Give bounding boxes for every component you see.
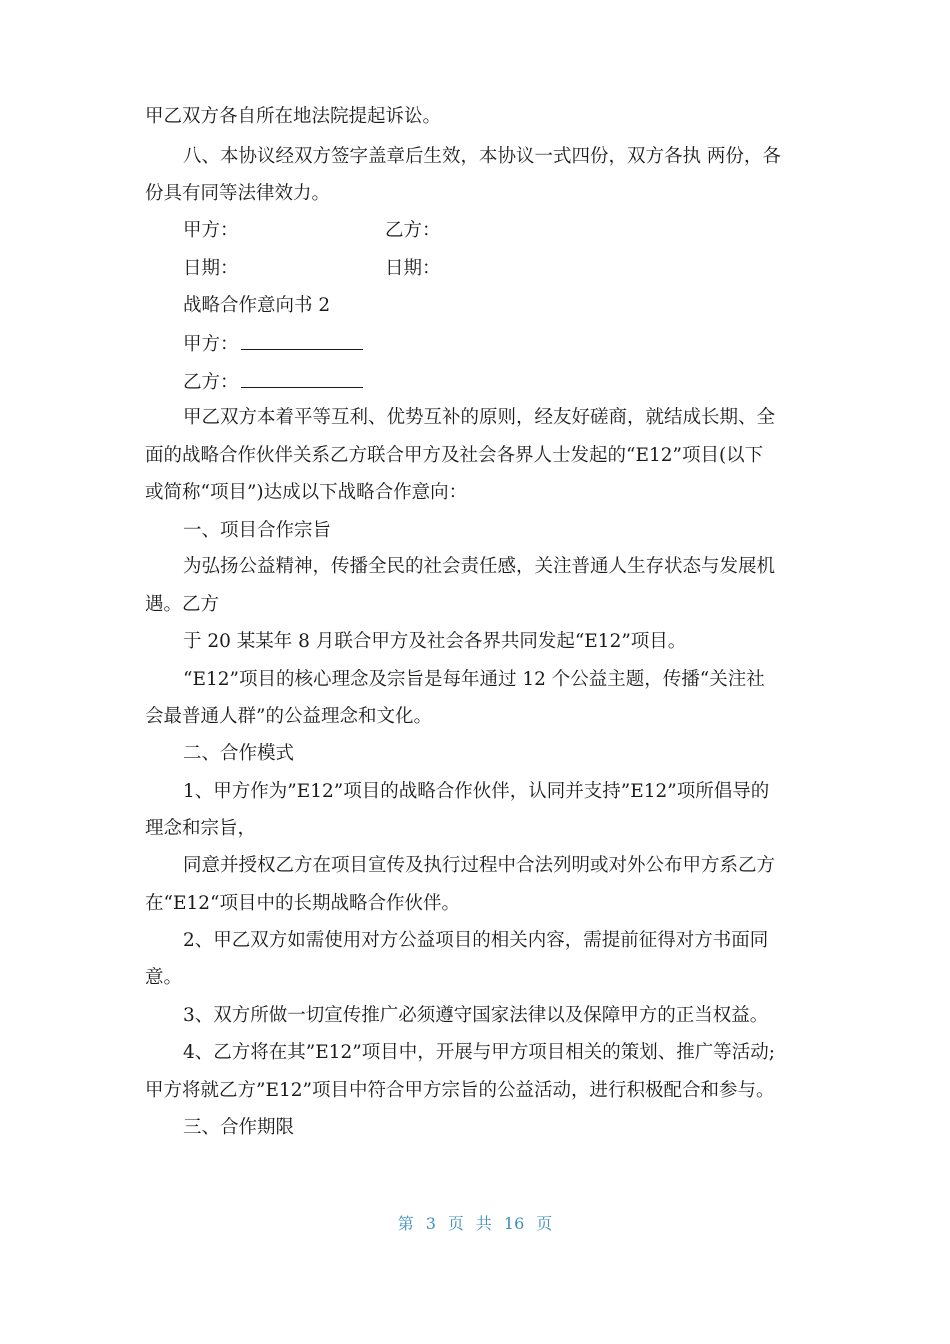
paragraph-line: 同意并授权乙方在项目宣传及执行过程中合法列明或对外公布甲方系乙方 bbox=[183, 855, 776, 876]
heading-line: 一、项目合作宗旨 bbox=[183, 520, 332, 541]
paragraph-line: 4、乙方将在其”E12”项目中，开展与甲方项目相关的策划、推广等活动; bbox=[183, 1042, 775, 1063]
footer-ye2: 页 bbox=[536, 1214, 553, 1233]
paragraph-line: “E12”项目的核心理念及宗旨是每年通过 12 个公益主题，传播“关注社 bbox=[183, 669, 765, 690]
paragraph-line: 份具有同等法律效力。 bbox=[145, 183, 331, 204]
party-a-field-label: 甲方： bbox=[183, 334, 239, 355]
paragraph-line: 甲方将就乙方”E12”项目中符合甲方宗旨的公益活动，进行积极配合和参与。 bbox=[145, 1080, 775, 1101]
party-b-field bbox=[183, 369, 363, 395]
heading-line: 三、合作期限 bbox=[183, 1117, 295, 1138]
paragraph-line: 会最普通人群”的公益理念和文化。 bbox=[145, 706, 432, 727]
paragraph-line: 甲乙双方各自所在地法院提起诉讼。 bbox=[145, 106, 442, 127]
paragraph-line: 1、甲方作为”E12”项目的战略合作伙伴，认同并支持”E12”项所倡导的 bbox=[183, 781, 770, 802]
paragraph-line: 意。 bbox=[145, 967, 183, 988]
party-a-field bbox=[183, 331, 363, 357]
total-pages: 16 bbox=[503, 1214, 525, 1233]
paragraph-line: 于 20 某某年 8 月联合甲方及社会各界共同发起“E12”项目。 bbox=[183, 631, 687, 652]
paragraph-line: 遇。乙方 bbox=[145, 594, 220, 615]
blank-line bbox=[241, 331, 363, 350]
party-b-label: 乙方： bbox=[385, 220, 441, 241]
party-a-label: 甲方： bbox=[183, 220, 239, 241]
paragraph-line: 为弘扬公益精神，传播全民的社会责任感，关注普通人生存状态与发展机 bbox=[183, 556, 776, 577]
paragraph-line: 或简称“项目”)达成以下战略合作意向： bbox=[145, 482, 468, 503]
footer-di: 第 bbox=[397, 1214, 414, 1233]
page-footer bbox=[0, 1211, 950, 1234]
date-b-label: 日期： bbox=[385, 258, 441, 279]
page-number: 3 bbox=[425, 1214, 436, 1233]
section-title: 战略合作意向书 2 bbox=[183, 295, 331, 316]
footer-ye: 页 bbox=[447, 1214, 464, 1233]
paragraph-line: 八、本协议经双方签字盖章后生效，本协议一式四份，双方各执 两份，各 bbox=[183, 146, 781, 167]
blank-line bbox=[241, 369, 363, 388]
paragraph-line: 3、双方所做一切宣传推广必须遵守国家法律以及保障甲方的正当权益。 bbox=[183, 1005, 769, 1026]
paragraph-line: 在“E12“项目中的长期战略合作伙伴。 bbox=[145, 893, 460, 914]
paragraph-line: 理念和宗旨， bbox=[145, 818, 257, 839]
paragraph-line: 甲乙双方本着平等互利、优势互补的原则，经友好磋商，就结成长期、全 bbox=[183, 407, 776, 428]
date-a-label: 日期： bbox=[183, 258, 239, 279]
heading-line: 二、合作模式 bbox=[183, 743, 295, 764]
paragraph-line: 面的战略合作伙伴关系乙方联合甲方及社会各界人士发起的“E12”项目(以下 bbox=[145, 445, 764, 466]
paragraph-line: 2、甲乙双方如需使用对方公益项目的相关内容，需提前征得对方书面同 bbox=[183, 930, 769, 951]
footer-gong: 共 bbox=[475, 1214, 492, 1233]
party-b-field-label: 乙方： bbox=[183, 372, 239, 393]
